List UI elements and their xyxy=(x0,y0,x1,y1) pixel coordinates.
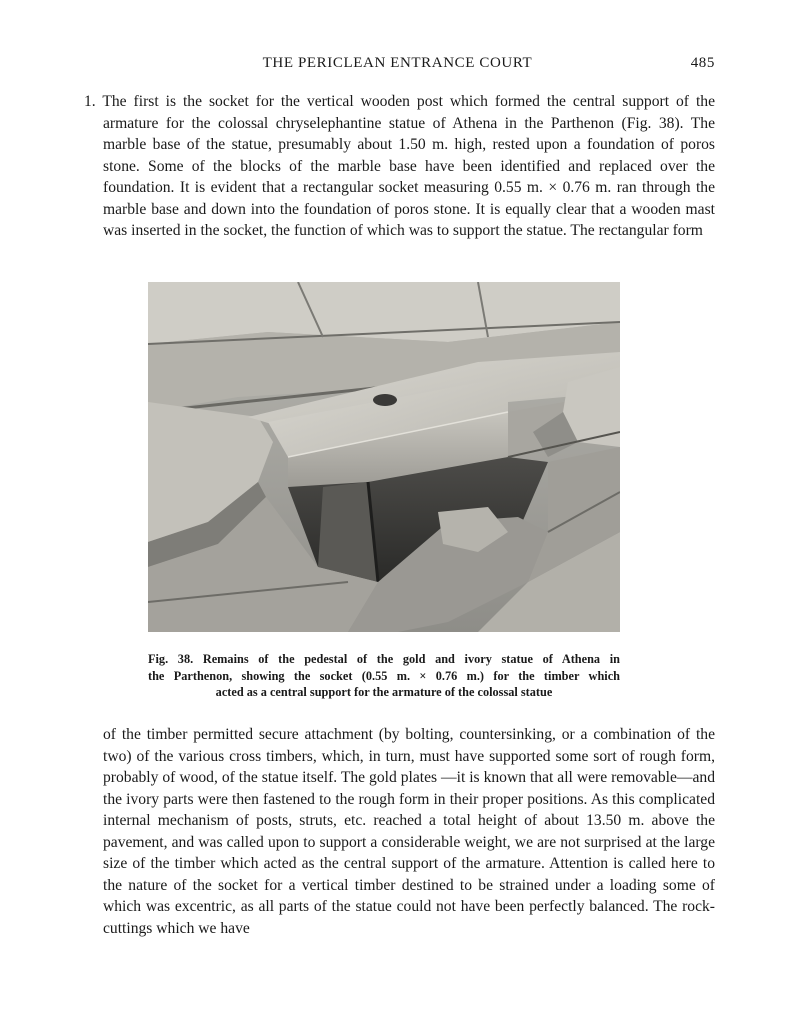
running-head xyxy=(80,55,715,77)
pedestal-photo xyxy=(148,282,620,632)
paragraph-top-block xyxy=(84,91,715,242)
page-number: 485 xyxy=(690,55,715,71)
paragraph-bottom-block xyxy=(103,724,715,939)
paragraph-top: 1. The first is the socket for the vertical wooden post which formed the central support of the armature for the colossal chryselephantine statue of Athena in the Parthenon (Fig. 38). The marble base of the statue, presumably about 1.50 m. high, rested upon a foundation of poros stone. Some of the blocks of the marble base have been identified and replaced over the foundation. It is evident that a rectangular socket measuring 0.55 m. × 0.76 m. ran through the marble base and down into the foundation of poros stone. It is equally clear that a wooden mast was inserted in the socket, the function of which was to support the statue. The rectangular form xyxy=(84,93,715,239)
paragraph-bottom: of the timber permitted secure attachment (by bolting, countersinking, or a combination of the two) of the various cross timbers, which, in turn, must have supported some sort of rough form, probably of wood, of the statue itself. The gold plates —it is known that all were removable—and the ivory parts were then fastened to the rough form in their proper positions. As this complicated internal mechanism of posts, struts, etc. reached a total height of about 13.50 m. above the pavement, and was called upon to support a considerable weight, we are not surprised at the large size of the timber which acted as the central support of the armature. Attention is called here to the nature of the socket for a vertical timber destined to be strained under a loading some of which was excentric, as all parts of the statue could not have been perfectly balanced. The rock-cuttings which we have xyxy=(103,726,715,937)
figure-caption xyxy=(148,651,620,701)
figure-photo xyxy=(148,282,620,632)
caption-line-1: Fig. 38. Remains of the pedestal of the gold and ivory statue of Athena in xyxy=(148,652,620,666)
caption-line-3: acted as a central support for the armature of the colossal statue xyxy=(215,685,553,699)
running-head-title: THE PERICLEAN ENTRANCE COURT xyxy=(262,55,533,71)
caption-line-2: the Parthenon, showing the socket (0.55 m. × 0.76 m.) for the timber which xyxy=(148,668,620,683)
